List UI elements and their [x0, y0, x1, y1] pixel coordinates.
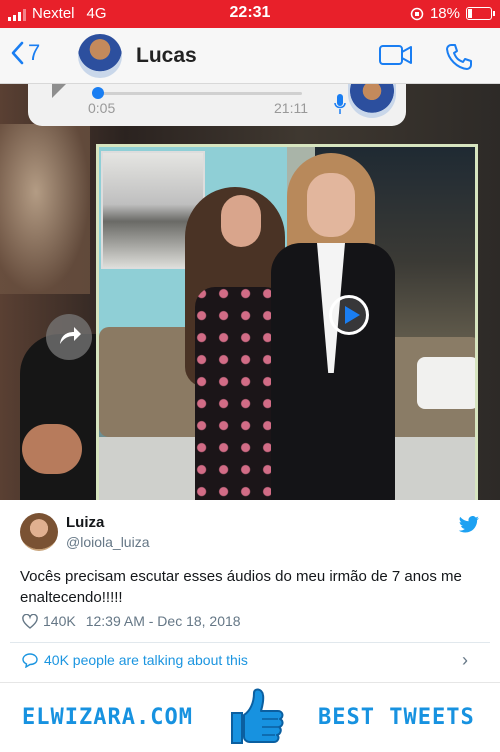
tweet-meta — [22, 613, 241, 629]
like-button[interactable] — [22, 613, 76, 629]
share-arrow-icon — [46, 314, 92, 360]
brand-site: ELWIZARA.COM — [22, 705, 193, 730]
microphone-icon — [334, 94, 346, 116]
carrier-name: Nextel — [32, 5, 75, 22]
photo-girl-face — [221, 195, 261, 247]
status-right — [410, 5, 492, 22]
heart-icon — [22, 614, 38, 629]
conversation-count: 40K people are talking about this — [44, 652, 248, 668]
share-button[interactable] — [46, 314, 92, 360]
tweet-divider — [10, 642, 490, 643]
chevron-left-icon — [10, 41, 24, 65]
twitter-bird-icon[interactable] — [458, 516, 480, 534]
audio-sender-avatar — [348, 84, 396, 118]
thumbs-up-icon — [226, 685, 288, 749]
brand-tagline: BEST TWEETS — [318, 705, 475, 730]
photo-boy-face — [307, 173, 355, 237]
shared-photo[interactable] — [96, 144, 478, 500]
tweet-author-name[interactable]: Luiza — [66, 514, 105, 531]
status-time: 22:31 — [229, 4, 271, 21]
photo-pillow — [417, 357, 478, 409]
battery-percent: 18% — [429, 5, 460, 22]
tweet-datetime[interactable]: 12:39 AM - Dec 18, 2018 — [85, 613, 241, 629]
tweet-author-handle[interactable]: @loiola_luiza — [66, 534, 150, 550]
status-bar — [0, 0, 500, 28]
audio-progress-handle[interactable] — [92, 87, 104, 99]
audio-progress-track[interactable] — [92, 92, 302, 95]
like-count: 140K — [43, 613, 76, 629]
phone-call-icon[interactable] — [444, 42, 474, 72]
chat-header — [0, 28, 500, 84]
contact-name[interactable]: Lucas — [136, 44, 197, 67]
chevron-right-icon[interactable]: › — [462, 650, 468, 670]
background-lamp — [0, 124, 90, 294]
conversation-link[interactable] — [22, 652, 248, 668]
unread-count: 7 — [28, 40, 41, 65]
back-button[interactable] — [10, 40, 40, 66]
audio-message-bubble[interactable] — [28, 84, 406, 126]
audio-timestamp: 21:11 — [274, 100, 308, 116]
battery-icon — [466, 7, 492, 20]
tweet-text: Vocês precisam escutar esses áudios do meu irmão de 7 anos me enaltecendo!!!!! — [20, 568, 462, 606]
video-call-icon[interactable] — [378, 42, 414, 68]
branding-footer — [0, 682, 500, 752]
tweet-card — [0, 500, 500, 682]
tweet-author-avatar[interactable] — [20, 513, 58, 551]
speech-bubble-icon — [22, 652, 38, 668]
orientation-lock-icon — [410, 7, 424, 21]
background-hand — [22, 424, 82, 474]
network-type: 4G — [86, 5, 107, 22]
audio-elapsed: 0:05 — [88, 100, 116, 116]
play-audio-icon[interactable] — [48, 84, 70, 102]
play-video-icon[interactable] — [329, 295, 369, 335]
chat-media-area — [0, 84, 500, 500]
contact-avatar[interactable] — [78, 34, 122, 78]
